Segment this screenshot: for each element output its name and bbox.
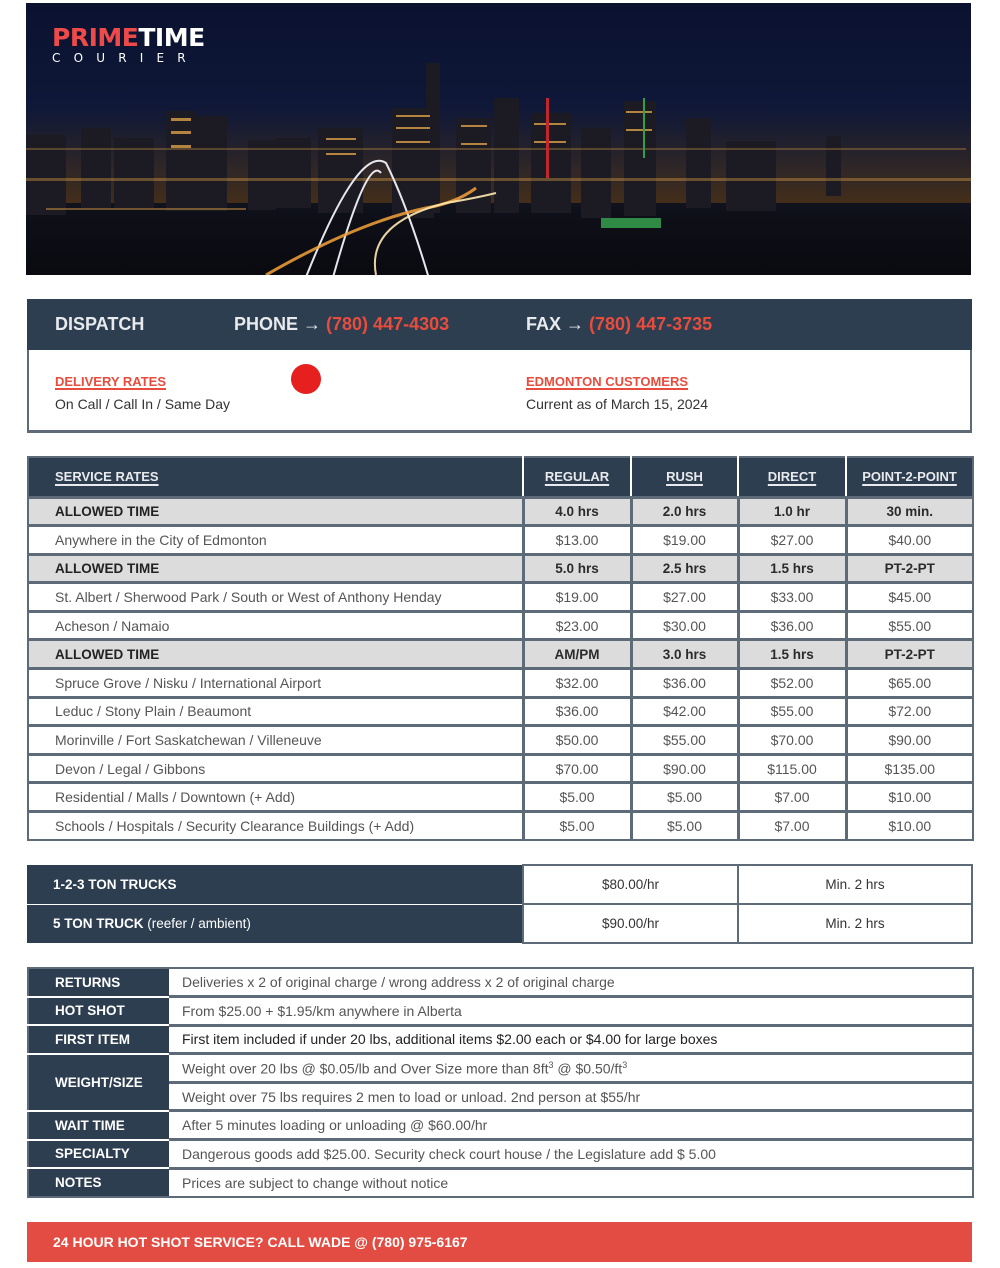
rate-cell: 30 min. (846, 497, 973, 526)
rate-row (28, 812, 973, 841)
policies-table (27, 967, 974, 1198)
rate-cell: $42.00 (631, 697, 738, 726)
allowed-time-row (28, 497, 973, 526)
rate-cell: $27.00 (738, 526, 846, 555)
policy-label: HOT SHOT (28, 997, 169, 1026)
rate-cell: PT-2-PT (846, 554, 973, 583)
policy-label: WEIGHT/SIZE (28, 1054, 169, 1111)
rate-cell: $90.00 (631, 754, 738, 783)
rate-cell: $5.00 (523, 783, 631, 812)
rate-cell: $36.00 (631, 669, 738, 698)
rate-row (28, 697, 973, 726)
rate-cell: $10.00 (846, 812, 973, 841)
zone-name: Leduc / Stony Plain / Beaumont (28, 697, 523, 726)
policy-row-first-item (28, 1025, 973, 1054)
logo-time: TIME (138, 23, 205, 52)
policy-row-hot-shot (28, 997, 973, 1026)
rate-cell: $30.00 (631, 611, 738, 640)
dispatch-label: DISPATCH (55, 314, 145, 334)
phone-label: PHONE → (234, 314, 322, 334)
policy-text: Deliveries x 2 of original charge / wrong address x 2 of original charge (169, 968, 973, 997)
phone-contact (234, 314, 449, 335)
rate-cell: 1.5 hrs (738, 640, 846, 669)
rate-cell: $13.00 (523, 526, 631, 555)
rate-cell: $19.00 (631, 526, 738, 555)
rate-cell: 2.5 hrs (631, 554, 738, 583)
rate-cell: $70.00 (523, 754, 631, 783)
weight-text-part: Weight over 20 lbs @ $0.05/lb and Over Size more than 8ft (182, 1060, 549, 1077)
col-header-direct: DIRECT (738, 457, 846, 497)
logo-wordmark (52, 25, 205, 51)
logo-tagline: COURIER (52, 51, 199, 65)
policy-text: Dangerous goods add $25.00. Security check court house / the Legislature add $ 5.00 (169, 1140, 973, 1169)
rate-cell: $50.00 (523, 726, 631, 755)
rate-cell: 3.0 hrs (631, 640, 738, 669)
policy-text: After 5 minutes loading or unloading @ $60.00/hr (169, 1111, 973, 1140)
col-header-point-2-point: POINT-2-POINT (846, 457, 973, 497)
truck-minimum: Min. 2 hrs (738, 865, 972, 904)
rate-cell: $52.00 (738, 669, 846, 698)
rate-cell: $27.00 (631, 583, 738, 612)
rate-row (28, 526, 973, 555)
rate-cell: $135.00 (846, 754, 973, 783)
hot-shot-banner (27, 1222, 972, 1262)
truck-row (27, 904, 972, 943)
hero-banner (26, 3, 971, 275)
rate-row (28, 583, 973, 612)
zone-name: Residential / Malls / Downtown (+ Add) (28, 783, 523, 812)
allowed-time-row (28, 554, 973, 583)
policy-text: Prices are subject to change without notice (169, 1168, 973, 1197)
service-rates-header-row (28, 457, 973, 497)
policy-row-weight-size (28, 1054, 973, 1083)
hot-shot-banner-text: 24 HOUR HOT SHOT SERVICE? CALL WADE @ (780) 975-6167 (53, 1234, 468, 1250)
rate-cell: $7.00 (738, 812, 846, 841)
policy-text (169, 1054, 973, 1083)
zone-name: St. Albert / Sherwood Park / South or West of Anthony Henday (28, 583, 523, 612)
col-header-rush: RUSH (631, 457, 738, 497)
zone-name: Devon / Legal / Gibbons (28, 754, 523, 783)
rate-cell: $72.00 (846, 697, 973, 726)
rate-row (28, 754, 973, 783)
rate-cell: 4.0 hrs (523, 497, 631, 526)
truck-name-text: 5 TON TRUCK (53, 916, 144, 932)
policy-row-weight-size-2 (28, 1082, 973, 1111)
red-dot-marker (291, 364, 321, 394)
policy-text: First item included if under 20 lbs, additional items $2.00 each or $4.00 for large boxes (169, 1025, 973, 1054)
rate-cell: 2.0 hrs (631, 497, 738, 526)
truck-rate: $90.00/hr (523, 904, 738, 943)
policy-row-notes (28, 1168, 973, 1197)
truck-name (27, 904, 523, 943)
rate-cell: $23.00 (523, 611, 631, 640)
zone-name: Morinville / Fort Saskatchewan / Villeneuve (28, 726, 523, 755)
rate-cell: $55.00 (846, 611, 973, 640)
policy-text: Weight over 75 lbs requires 2 men to load or unload. 2nd person at $55/hr (169, 1082, 973, 1111)
truck-name (27, 865, 523, 904)
rate-row (28, 783, 973, 812)
rate-cell: $36.00 (738, 611, 846, 640)
truck-name-text: 1-2-3 TON TRUCKS (53, 876, 177, 892)
fax-contact (526, 314, 712, 335)
rate-row (28, 611, 973, 640)
rate-cell: $70.00 (738, 726, 846, 755)
rate-cell: $40.00 (846, 526, 973, 555)
dispatch-bar (27, 299, 972, 350)
rate-cell: $65.00 (846, 669, 973, 698)
rate-row (28, 726, 973, 755)
rate-cell: $7.00 (738, 783, 846, 812)
allowed-time-label: ALLOWED TIME (28, 554, 523, 583)
truck-rate: $80.00/hr (523, 865, 738, 904)
rate-cell: $33.00 (738, 583, 846, 612)
rate-cell: $55.00 (738, 697, 846, 726)
edmonton-customers-heading: EDMONTON CUSTOMERS (526, 374, 689, 389)
phone-number[interactable]: (780) 447-4303 (326, 314, 450, 334)
logo-prime: PRIME (52, 23, 139, 52)
col-header-service-rates: SERVICE RATES (28, 457, 523, 497)
superscript: 3 (548, 1059, 554, 1070)
weight-text-part: @ $0.50/ft (553, 1060, 623, 1077)
rate-cell: 1.5 hrs (738, 554, 846, 583)
rate-cell: AM/PM (523, 640, 631, 669)
zone-name: Schools / Hospitals / Security Clearance Buildings (+ Add) (28, 812, 523, 841)
allowed-time-label: ALLOWED TIME (28, 497, 523, 526)
info-panel (27, 350, 972, 433)
rate-cell: $45.00 (846, 583, 973, 612)
allowed-time-label: ALLOWED TIME (28, 640, 523, 669)
service-rates-table (27, 456, 974, 841)
rate-cell: 5.0 hrs (523, 554, 631, 583)
policy-row-returns (28, 968, 973, 997)
delivery-rates-text: On Call / Call In / Same Day (55, 396, 231, 412)
policy-label: RETURNS (28, 968, 169, 997)
rate-cell: $32.00 (523, 669, 631, 698)
allowed-time-row (28, 640, 973, 669)
superscript: 3 (622, 1059, 628, 1070)
rate-cell: $55.00 (631, 726, 738, 755)
fax-label: FAX → (526, 314, 585, 334)
rate-cell: $36.00 (523, 697, 631, 726)
policy-label: SPECIALTY (28, 1140, 169, 1169)
fax-number[interactable]: (780) 447-3735 (589, 314, 713, 334)
truck-detail: (reefer / ambient) (147, 916, 251, 932)
zone-name: Spruce Grove / Nisku / International Airport (28, 669, 523, 698)
policy-label: NOTES (28, 1168, 169, 1197)
trucks-table (27, 864, 973, 944)
policy-row-wait-time (28, 1111, 973, 1140)
rate-cell: $115.00 (738, 754, 846, 783)
policy-row-specialty (28, 1140, 973, 1169)
policy-text: From $25.00 + $1.95/km anywhere in Alberta (169, 997, 973, 1026)
rate-cell: $19.00 (523, 583, 631, 612)
policy-label: FIRST ITEM (28, 1025, 169, 1054)
zone-name: Acheson / Namaio (28, 611, 523, 640)
rate-cell: $5.00 (523, 812, 631, 841)
rate-cell: PT-2-PT (846, 640, 973, 669)
col-header-regular: REGULAR (523, 457, 631, 497)
rate-row (28, 669, 973, 698)
rate-cell: 1.0 hr (738, 497, 846, 526)
current-as-of-text: Current as of March 15, 2024 (526, 396, 709, 412)
rate-cell: $10.00 (846, 783, 973, 812)
policy-label: WAIT TIME (28, 1111, 169, 1140)
rate-cell: $90.00 (846, 726, 973, 755)
company-logo (52, 25, 205, 65)
rate-cell: $5.00 (631, 812, 738, 841)
rate-cell: $5.00 (631, 783, 738, 812)
delivery-rates-heading: DELIVERY RATES (55, 374, 167, 389)
truck-row (27, 865, 972, 904)
zone-name: Anywhere in the City of Edmonton (28, 526, 523, 555)
truck-minimum: Min. 2 hrs (738, 904, 972, 943)
